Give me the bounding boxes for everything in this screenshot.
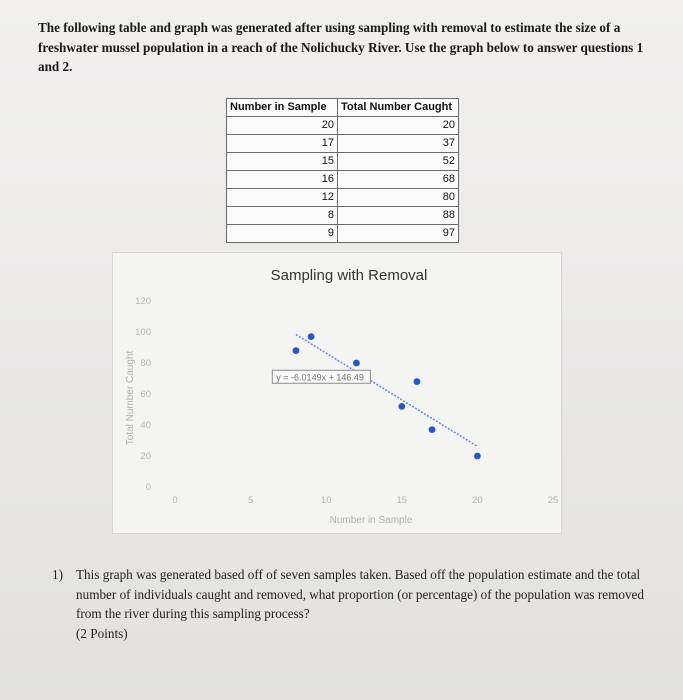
table-row <box>227 225 459 243</box>
data-point <box>353 360 360 367</box>
x-tick-label: 10 <box>320 495 332 506</box>
y-tick-label: 20 <box>140 451 151 462</box>
cell-number-in-sample: 16 <box>227 171 338 189</box>
scatter-chart <box>112 252 562 534</box>
question-points: (2 Points) <box>76 625 128 641</box>
cell-total-caught: 37 <box>338 135 459 153</box>
trendline <box>296 335 477 447</box>
x-tick-label: 20 <box>472 495 483 506</box>
data-point <box>414 378 421 385</box>
table-row <box>227 171 459 189</box>
data-point <box>474 453 481 460</box>
x-axis-label: Number in Sample <box>329 515 413 526</box>
y-tick-label: 120 <box>135 296 151 307</box>
y-tick-label: 40 <box>140 420 151 431</box>
cell-number-in-sample: 9 <box>227 225 338 243</box>
cell-total-caught: 88 <box>338 207 459 225</box>
cell-number-in-sample: 15 <box>227 153 338 171</box>
table-row <box>227 153 459 171</box>
cell-number-in-sample: 17 <box>227 135 338 153</box>
cell-total-caught: 80 <box>338 189 459 207</box>
data-point <box>308 333 315 340</box>
x-tick-label: 25 <box>547 495 559 506</box>
cell-number-in-sample: 12 <box>227 189 338 207</box>
y-axis-label: Total Number Caught <box>125 350 136 446</box>
table-header-row <box>227 99 459 117</box>
chart-title: Sampling with Removal <box>270 267 428 284</box>
data-point <box>429 426 436 433</box>
table-row <box>227 189 459 207</box>
question-1 <box>52 565 662 643</box>
table-row <box>227 117 459 135</box>
y-tick-label: 0 <box>145 482 151 493</box>
cell-number-in-sample: 20 <box>227 117 338 135</box>
y-tick-label: 100 <box>135 327 151 338</box>
cell-total-caught: 97 <box>338 225 459 243</box>
question-text: This graph was generated based off of seven samples taken. Based off the population estimate and the total number of individuals caught and removed, what proportion (or percentage) of the population was removed from the river during this sampling process? <box>76 567 644 621</box>
cell-total-caught: 52 <box>338 153 459 171</box>
chart-svg <box>113 253 561 533</box>
y-tick-label: 60 <box>140 389 151 400</box>
question-number: 1) <box>52 567 63 582</box>
intro-paragraph: The following table and graph was generated after using sampling with removal to estimate the size of a freshwater mussel population in a reach of the Nolichucky River. Use the graph below to answer questions 1 and 2. <box>38 20 644 74</box>
data-point <box>293 347 300 354</box>
x-tick-label: 0 <box>172 495 178 506</box>
y-tick-label: 80 <box>140 358 151 369</box>
x-tick-label: 5 <box>247 495 254 506</box>
data-point <box>398 403 405 410</box>
trendline-equation: y = -6.0149x + 146.49 <box>276 372 364 383</box>
cell-number-in-sample: 8 <box>227 207 338 225</box>
cell-total-caught: 68 <box>338 171 459 189</box>
table-row <box>227 135 459 153</box>
x-tick-label: 15 <box>396 495 408 506</box>
table-row <box>227 207 459 225</box>
sampling-table <box>226 98 459 243</box>
header-number-in-sample: Number in Sample <box>227 99 338 117</box>
cell-total-caught: 20 <box>338 117 459 135</box>
header-total-number-caught: Total Number Caught <box>338 99 459 117</box>
